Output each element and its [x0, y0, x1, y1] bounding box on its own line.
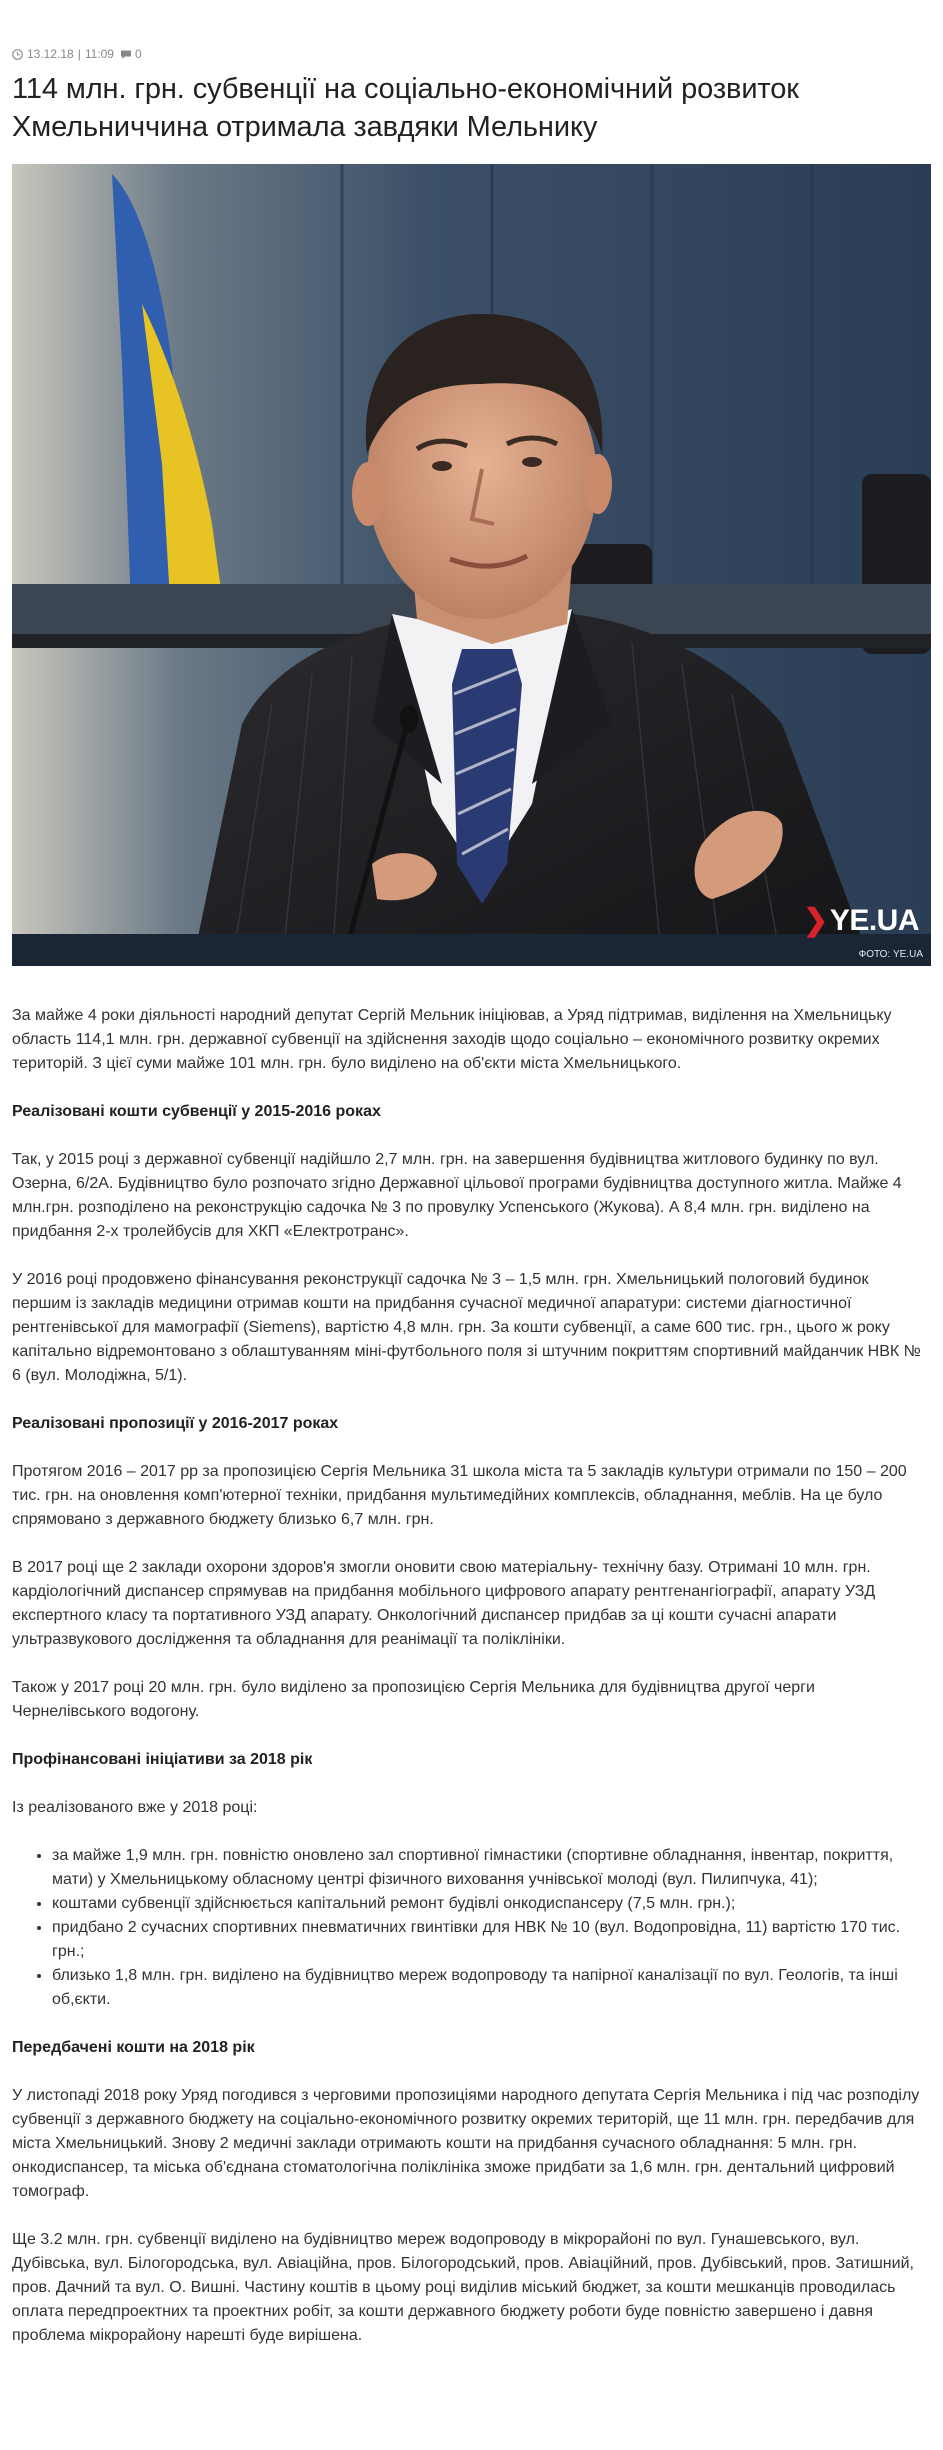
paragraph: Так, у 2015 році з державної субвенції надійшло 2,7 млн. грн. на завершення будівництва житлового будинку по вул. Озерна, 6/2А. Будівництво було розпочато згідно Державної цільової програми будівництва доступного житла. Майже 4 млн.грн. розподілено на реконструкцію садочка № 3 по провулку Успенського (Жукова). А 8,4 млн. грн. виділено на придбання 2-х тролейбусів для ХКП «Електротранс».	[12, 1151, 902, 1240]
article-date: 13.12.18	[27, 47, 74, 61]
section-heading-2016-2017: Реалізовані пропозиції у 2016-2017 роках	[12, 1415, 339, 1432]
paragraph: Також у 2017 році 20 млн. грн. було виділено за пропозицією Сергія Мельника для будівництва другої черги Чернелівського водогону.	[12, 1679, 815, 1720]
logo-mark-icon: ❯	[803, 904, 828, 937]
article-body	[12, 1004, 931, 2348]
comment-count[interactable]: 0	[134, 47, 142, 61]
logo-text: YE.UA	[829, 904, 919, 937]
paragraph: В 2017 році ще 2 заклади охорони здоров'я змогли оновити свою матеріальну- технічну базу. Отримані 10 млн. грн. кардіологічний диспансер спрямував на придбання мобільного цифрового апарату рентгенангіографії, апарату УЗД експертного класу та портативного УЗД апарату. Онкологічний диспансер придбав за ці кошти сучасні апарати ультразвукового дослідження та обладнання для реанімації та поліклініки.	[12, 1559, 876, 1648]
meta-separator: |	[77, 47, 81, 61]
section-heading-2015-2016: Реалізовані кошти субвенції у 2015-2016 роках	[12, 1103, 381, 1120]
article-meta	[12, 44, 931, 64]
paragraph: Протягом 2016 – 2017 рр за пропозицією Сергія Мельника 31 школа міста та 5 закладів культури отримали по 150 – 200 тис. грн. на оновлення комп'ютерної техніки, придбання мультимедійних комплексів, обладнання, меблів. На це було спрямовано з державного бюджету близько 6,7 млн. грн.	[12, 1463, 907, 1528]
speaker-photo-illustration	[12, 164, 931, 966]
list-lead: Із реалізованого вже у 2018 році:	[12, 1799, 258, 1816]
clock-icon	[12, 49, 23, 60]
article-photo	[12, 164, 931, 966]
paragraph: У 2016 році продовжено фінансування реконструкції садочка № 3 – 1,5 млн. грн. Хмельницький пологовий будинок першим із закладів медицини отримав кошти на придбання сучасної медичної апаратури: системи діагностичної рентгенівської для мамографії (Siemens), вартістю 4,8 млн. грн. За кошти субвенції, а саме 600 тис. грн., цього ж року капітально відремонтовано з облаштуванням міні-футбольного поля зі штучним покриттям спортивний майданчик НВК № 6 (вул. Молодіжна, 5/1).	[12, 1271, 921, 1384]
article-title: 114 млн. грн. субвенції на соціально-економічний розвиток Хмельниччина отримала завдяки Мельнику	[12, 73, 799, 143]
section-heading-2018-financed: Профінансовані ініціативи за 2018 рік	[12, 1751, 313, 1768]
section-heading-2018-planned: Передбачені кошти на 2018 рік	[12, 2039, 255, 2056]
paragraph: У листопаді 2018 року Уряд погодився з черговими пропозиціями народного депутата Сергія Мельника і під час розподілу субвенції з державного бюджету на соціально-економічного розвитку окремих територій, ще 11 млн. грн. передбачив для міста Хмельницький. Знову 2 медичні заклади отримають кошти на придбання сучасного обладнання: 5 млн. грн. онкодиспансер, та міська об'єднана стоматологічна поліклініка зможе придбати за 1,6 млн. грн. дентальний цифровий томограф.	[12, 2087, 920, 2200]
watermark-logo	[803, 903, 919, 938]
list-item: • близько 1,8 млн. грн. виділено на будівництво мереж водопроводу та напірної каналізації по вул. Геологів, та інші об,єкти.	[52, 1964, 931, 2012]
comment-icon[interactable]	[120, 49, 132, 60]
article-intro: За майже 4 роки діяльності народний депутат Сергій Мельник ініціював, а Уряд підтримав, виділення на Хмельницьку область 114,1 млн. грн. державної субвенції на здійснення заходів щодо соціально – економічного розвитку окремих територій. З цієї суми майже 101 млн. грн. було виділено на об'єкти міста Хмельницького.	[12, 1007, 892, 1072]
article-time: 11:09	[84, 47, 114, 61]
list-item: • за майже 1,9 млн. грн. повністю оновлено зал спортивної гімнастики (спортивне обладнання, інвентар, покриття, мати) у Хмельницькому обласному центрі фізичного виховання учнівської молоді (вул. Пилипчука, 41);	[52, 1844, 931, 1892]
paragraph: Ще 3.2 млн. грн. субвенції виділено на будівництво мереж водопроводу в мікрорайоні по вул. Гунашевського, вул. Дубівська, вул. Білогородська, вул. Авіаційна, пров. Білогородський, пров. Авіаційний, пров. Дубівський, пров. Затишний, пров. Дачний та вул. О. Вишні. Частину коштів в цьому році виділив міський бюджет, за кошти мешканців проводилась оплата передпроектних та проектних робіт, за кошти державного бюджету роботи буде повністю завершено і давня проблема мікрорайону нарешті буде вирішена.	[12, 2231, 914, 2344]
initiatives-list	[52, 1844, 931, 2012]
list-item: • придбано 2 сучасних спортивних пневматичних гвинтівки для НВК № 10 (вул. Водопровідна, 11) вартістю 170 тис. грн.;	[52, 1916, 931, 1964]
photo-credit: ФОТО: YE.UA	[858, 949, 923, 960]
list-item: • коштами субвенції здійснюється капітальний ремонт будівлі онкодиспансеру (7,5 млн. грн.);	[52, 1892, 931, 1916]
